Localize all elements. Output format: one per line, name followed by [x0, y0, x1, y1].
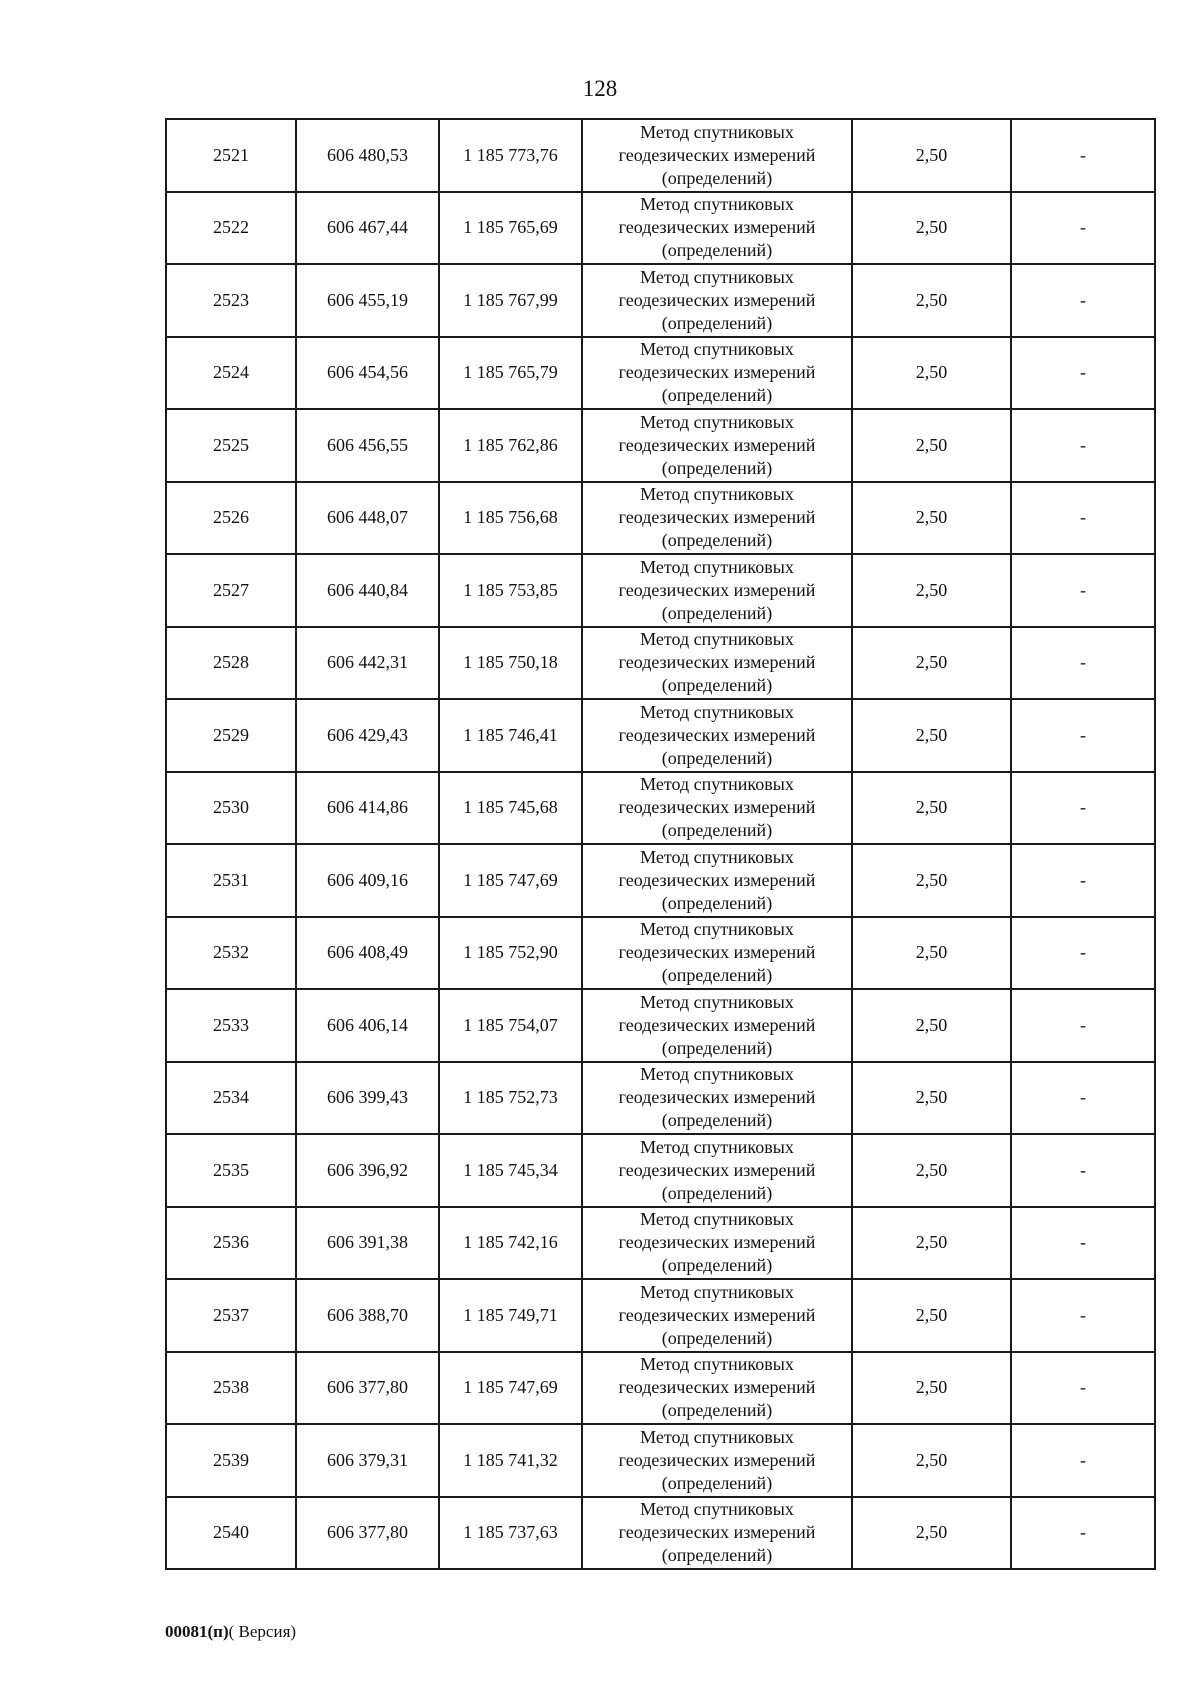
method-line: геодезических измерений [618, 579, 816, 600]
method-line: геодезических измерений [618, 434, 816, 455]
method-line: Метод спутниковых [640, 484, 794, 505]
method-line: геодезических измерений [618, 1522, 816, 1543]
accuracy-cell: 2,50 [852, 1352, 1011, 1425]
y-coordinate-cell: 1 185 750,18 [439, 627, 582, 700]
table-row [166, 554, 1155, 627]
accuracy-cell: 2,50 [852, 482, 1011, 555]
method-line: геодезических измерений [618, 362, 816, 383]
note-cell: - [1011, 844, 1155, 917]
x-coordinate-cell: 606 429,43 [296, 699, 439, 772]
method-cell [582, 1352, 852, 1425]
method-cell [582, 554, 852, 627]
table-row [166, 337, 1155, 410]
note-cell: - [1011, 119, 1155, 192]
note-cell: - [1011, 1207, 1155, 1280]
method-line: Метод спутниковых [640, 1281, 794, 1302]
table-row [166, 1062, 1155, 1135]
point-number-cell: 2536 [166, 1207, 296, 1280]
method-line: геодезических измерений [618, 724, 816, 745]
y-coordinate-cell: 1 185 741,32 [439, 1424, 582, 1497]
accuracy-cell: 2,50 [852, 554, 1011, 627]
method-line: (определений) [661, 602, 773, 623]
point-number-cell: 2533 [166, 989, 296, 1062]
point-number-cell: 2535 [166, 1134, 296, 1207]
point-number-cell: 2526 [166, 482, 296, 555]
table-row [166, 844, 1155, 917]
accuracy-cell: 2,50 [852, 1134, 1011, 1207]
coordinates-table [165, 118, 1156, 1570]
x-coordinate-cell: 606 480,53 [296, 119, 439, 192]
point-number-cell: 2540 [166, 1497, 296, 1570]
method-line: Метод спутниковых [640, 1209, 794, 1230]
accuracy-cell: 2,50 [852, 1062, 1011, 1135]
y-coordinate-cell: 1 185 737,63 [439, 1497, 582, 1570]
note-cell: - [1011, 772, 1155, 845]
accuracy-cell: 2,50 [852, 1207, 1011, 1280]
method-cell [582, 482, 852, 555]
point-number-cell: 2537 [166, 1279, 296, 1352]
table-row [166, 482, 1155, 555]
x-coordinate-cell: 606 388,70 [296, 1279, 439, 1352]
method-line: геодезических измерений [618, 507, 816, 528]
method-cell [582, 264, 852, 337]
table-row [166, 699, 1155, 772]
table-row [166, 409, 1155, 482]
table-row [166, 989, 1155, 1062]
method-line: геодезических измерений [618, 942, 816, 963]
y-coordinate-cell: 1 185 742,16 [439, 1207, 582, 1280]
method-line: Метод спутниковых [640, 1499, 794, 1520]
method-cell [582, 1207, 852, 1280]
y-coordinate-cell: 1 185 747,69 [439, 1352, 582, 1425]
method-line: (определений) [661, 965, 773, 986]
note-cell: - [1011, 192, 1155, 265]
table-row [166, 1497, 1155, 1570]
accuracy-cell: 2,50 [852, 917, 1011, 990]
note-cell: - [1011, 337, 1155, 410]
method-line: Метод спутниковых [640, 266, 794, 287]
method-line: Метод спутниковых [640, 1354, 794, 1375]
table-row [166, 1134, 1155, 1207]
method-line: (определений) [661, 457, 773, 478]
point-number-cell: 2531 [166, 844, 296, 917]
accuracy-cell: 2,50 [852, 627, 1011, 700]
x-coordinate-cell: 606 406,14 [296, 989, 439, 1062]
method-line: Метод спутниковых [640, 339, 794, 360]
method-cell [582, 844, 852, 917]
method-line: геодезических измерений [618, 652, 816, 673]
method-line: геодезических измерений [618, 869, 816, 890]
x-coordinate-cell: 606 467,44 [296, 192, 439, 265]
method-line: Метод спутниковых [640, 629, 794, 650]
accuracy-cell: 2,50 [852, 844, 1011, 917]
page-number: 128 [582, 76, 618, 101]
method-cell [582, 1062, 852, 1135]
point-number-cell: 2539 [166, 1424, 296, 1497]
method-cell [582, 119, 852, 192]
accuracy-cell: 2,50 [852, 409, 1011, 482]
y-coordinate-cell: 1 185 756,68 [439, 482, 582, 555]
accuracy-cell: 2,50 [852, 337, 1011, 410]
table-row [166, 1279, 1155, 1352]
table-row [166, 119, 1155, 192]
accuracy-cell: 2,50 [852, 119, 1011, 192]
method-line: Метод спутниковых [640, 919, 794, 940]
note-cell: - [1011, 989, 1155, 1062]
point-number-cell: 2524 [166, 337, 296, 410]
table-row [166, 192, 1155, 265]
y-coordinate-cell: 1 185 752,90 [439, 917, 582, 990]
point-number-cell: 2534 [166, 1062, 296, 1135]
method-cell [582, 699, 852, 772]
accuracy-cell: 2,50 [852, 1279, 1011, 1352]
note-cell: - [1011, 264, 1155, 337]
method-line: Метод спутниковых [640, 1064, 794, 1085]
method-line: геодезических измерений [618, 1087, 816, 1108]
table-row [166, 1352, 1155, 1425]
accuracy-cell: 2,50 [852, 989, 1011, 1062]
accuracy-cell: 2,50 [852, 699, 1011, 772]
method-line: Метод спутниковых [640, 991, 794, 1012]
method-cell [582, 1424, 852, 1497]
method-line: (определений) [661, 385, 773, 406]
y-coordinate-cell: 1 185 765,79 [439, 337, 582, 410]
y-coordinate-cell: 1 185 773,76 [439, 119, 582, 192]
method-line: (определений) [661, 892, 773, 913]
x-coordinate-cell: 606 391,38 [296, 1207, 439, 1280]
y-coordinate-cell: 1 185 752,73 [439, 1062, 582, 1135]
accuracy-cell: 2,50 [852, 1424, 1011, 1497]
point-number-cell: 2522 [166, 192, 296, 265]
method-line: (определений) [661, 1037, 773, 1058]
method-line: геодезических измерений [618, 1304, 816, 1325]
method-line: (определений) [661, 167, 773, 188]
note-cell: - [1011, 1279, 1155, 1352]
method-line: геодезических измерений [618, 1377, 816, 1398]
x-coordinate-cell: 606 440,84 [296, 554, 439, 627]
y-coordinate-cell: 1 185 746,41 [439, 699, 582, 772]
method-line: (определений) [661, 675, 773, 696]
method-line: геодезических измерений [618, 1232, 816, 1253]
method-line: Метод спутниковых [640, 701, 794, 722]
x-coordinate-cell: 606 409,16 [296, 844, 439, 917]
method-line: геодезических измерений [618, 797, 816, 818]
method-line: (определений) [661, 820, 773, 841]
x-coordinate-cell: 606 414,86 [296, 772, 439, 845]
point-number-cell: 2521 [166, 119, 296, 192]
point-number-cell: 2523 [166, 264, 296, 337]
form-code: 00081(п) [165, 1622, 229, 1641]
y-coordinate-cell: 1 185 762,86 [439, 409, 582, 482]
note-cell: - [1011, 917, 1155, 990]
method-cell [582, 1497, 852, 1570]
table-row [166, 917, 1155, 990]
method-line: Метод спутниковых [640, 411, 794, 432]
table-row [166, 772, 1155, 845]
note-cell: - [1011, 627, 1155, 700]
method-line: (определений) [661, 312, 773, 333]
y-coordinate-cell: 1 185 745,68 [439, 772, 582, 845]
y-coordinate-cell: 1 185 765,69 [439, 192, 582, 265]
table-row [166, 1207, 1155, 1280]
method-line: (определений) [661, 1400, 773, 1421]
method-line: Метод спутниковых [640, 774, 794, 795]
y-coordinate-cell: 1 185 767,99 [439, 264, 582, 337]
note-cell: - [1011, 554, 1155, 627]
y-coordinate-cell: 1 185 753,85 [439, 554, 582, 627]
method-cell [582, 409, 852, 482]
method-cell [582, 1279, 852, 1352]
method-line: Метод спутниковых [640, 846, 794, 867]
y-coordinate-cell: 1 185 745,34 [439, 1134, 582, 1207]
note-cell: - [1011, 1497, 1155, 1570]
note-cell: - [1011, 482, 1155, 555]
accuracy-cell: 2,50 [852, 772, 1011, 845]
note-cell: - [1011, 1062, 1155, 1135]
method-line: Метод спутниковых [640, 1136, 794, 1157]
note-cell: - [1011, 1352, 1155, 1425]
x-coordinate-cell: 606 456,55 [296, 409, 439, 482]
method-line: геодезических измерений [618, 289, 816, 310]
point-number-cell: 2530 [166, 772, 296, 845]
x-coordinate-cell: 606 448,07 [296, 482, 439, 555]
method-line: (определений) [661, 747, 773, 768]
point-number-cell: 2528 [166, 627, 296, 700]
x-coordinate-cell: 606 455,19 [296, 264, 439, 337]
note-cell: - [1011, 409, 1155, 482]
x-coordinate-cell: 606 408,49 [296, 917, 439, 990]
method-line: (определений) [661, 240, 773, 261]
x-coordinate-cell: 606 454,56 [296, 337, 439, 410]
point-number-cell: 2525 [166, 409, 296, 482]
y-coordinate-cell: 1 185 749,71 [439, 1279, 582, 1352]
table-row [166, 627, 1155, 700]
method-cell [582, 192, 852, 265]
table-row [166, 1424, 1155, 1497]
x-coordinate-cell: 606 442,31 [296, 627, 439, 700]
method-line: геодезических измерений [618, 1159, 816, 1180]
x-coordinate-cell: 606 396,92 [296, 1134, 439, 1207]
point-number-cell: 2529 [166, 699, 296, 772]
method-cell [582, 772, 852, 845]
method-line: (определений) [661, 1255, 773, 1276]
method-cell [582, 917, 852, 990]
x-coordinate-cell: 606 399,43 [296, 1062, 439, 1135]
method-line: (определений) [661, 1110, 773, 1131]
point-number-cell: 2527 [166, 554, 296, 627]
method-cell [582, 627, 852, 700]
method-line: Метод спутниковых [640, 194, 794, 215]
method-line: (определений) [661, 1327, 773, 1348]
form-version: ( Версия) [228, 1622, 297, 1641]
point-number-cell: 2538 [166, 1352, 296, 1425]
method-line: геодезических измерений [618, 217, 816, 238]
method-cell [582, 989, 852, 1062]
method-line: Метод спутниковых [640, 556, 794, 577]
y-coordinate-cell: 1 185 754,07 [439, 989, 582, 1062]
accuracy-cell: 2,50 [852, 264, 1011, 337]
method-line: Метод спутниковых [640, 121, 794, 142]
method-line: Метод спутниковых [640, 1426, 794, 1447]
note-cell: - [1011, 1134, 1155, 1207]
accuracy-cell: 2,50 [852, 192, 1011, 265]
coordinates-table-body [166, 119, 1155, 1569]
x-coordinate-cell: 606 377,80 [296, 1497, 439, 1570]
x-coordinate-cell: 606 377,80 [296, 1352, 439, 1425]
x-coordinate-cell: 606 379,31 [296, 1424, 439, 1497]
note-cell: - [1011, 1424, 1155, 1497]
method-cell [582, 1134, 852, 1207]
y-coordinate-cell: 1 185 747,69 [439, 844, 582, 917]
method-line: геодезических измерений [618, 144, 816, 165]
method-line: геодезических измерений [618, 1014, 816, 1035]
method-line: (определений) [661, 530, 773, 551]
accuracy-cell: 2,50 [852, 1497, 1011, 1570]
table-row [166, 264, 1155, 337]
method-line: (определений) [661, 1545, 773, 1566]
method-line: (определений) [661, 1182, 773, 1203]
method-line: геодезических измерений [618, 1449, 816, 1470]
note-cell: - [1011, 699, 1155, 772]
footer-form-code [165, 1622, 296, 1642]
method-line: (определений) [661, 1472, 773, 1493]
method-cell [582, 337, 852, 410]
point-number-cell: 2532 [166, 917, 296, 990]
